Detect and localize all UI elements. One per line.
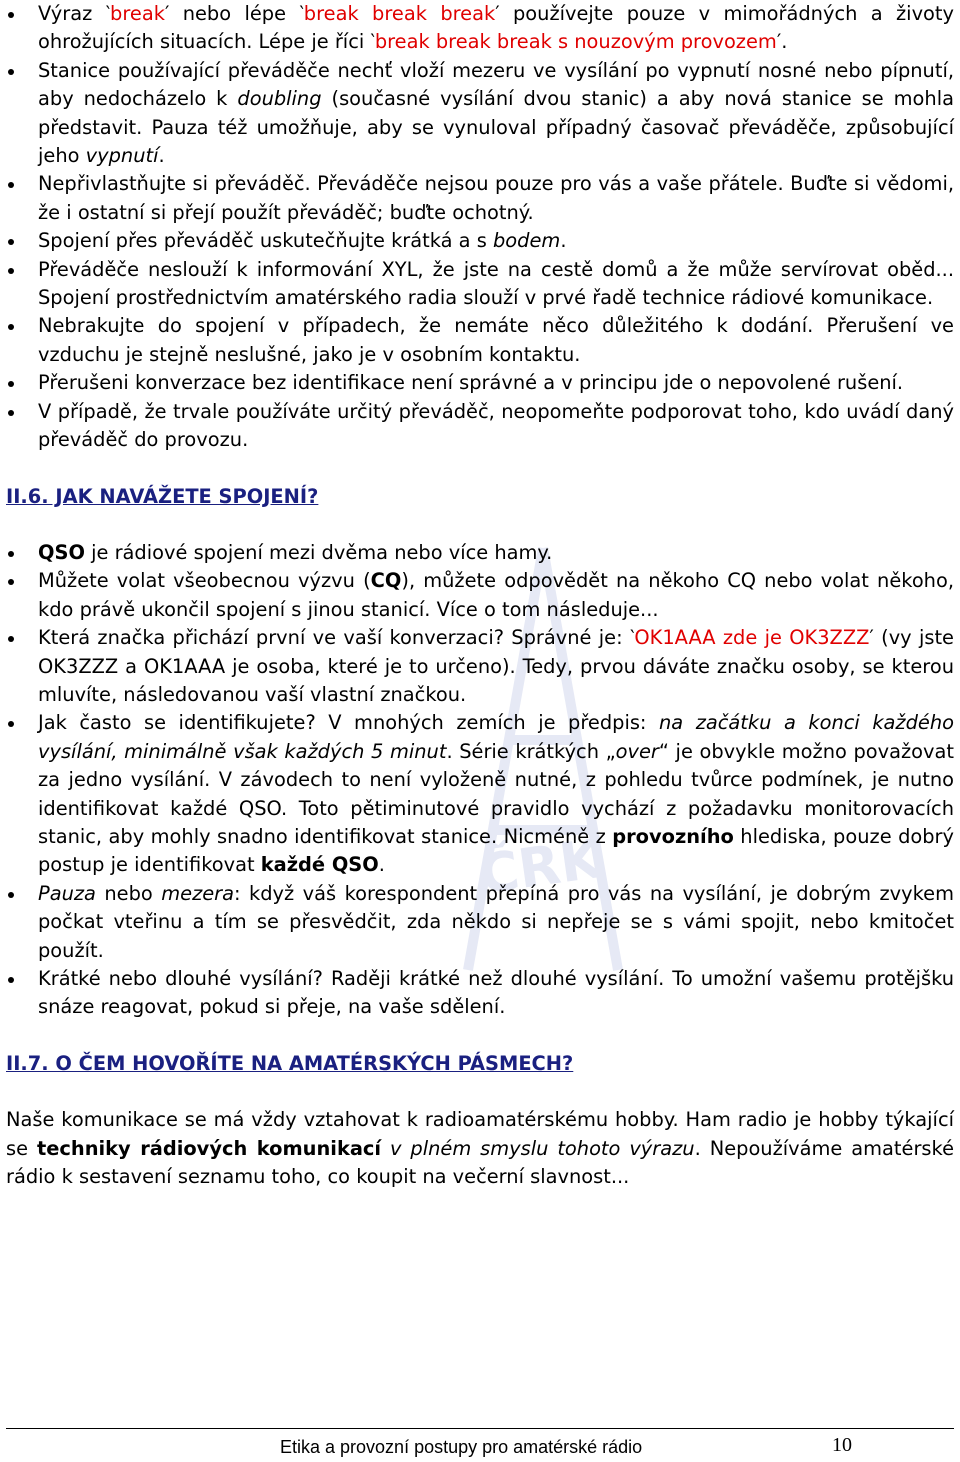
- list-item: Převáděče neslouží k informování XYL, že jste na cestě domů a že může servírovat oběd... Spojení prostřednictvím amatérského radia slouží v prvé řadě technice rádiové komunikace.: [6, 256, 954, 313]
- list-item: Stanice používající převáděče nechť vloží mezeru ve vysílání po vypnutí nosné nebo pípnutí, aby nedocházelo k doubling (současné vysílání dvou stanic) a aby nová stanice se mohla představit. Pauza též umožňuje, aby se vynuloval případný časovač převáděče, způsobující jeho vypnutí.: [6, 57, 954, 171]
- list-item: Nebrakujte do spojení v případech, že nemáte něco důležitého k dodání. Přerušení ve vzduchu je stejně neslušné, jako je v osobním kontaktu.: [6, 312, 954, 369]
- list-item: Můžete volat všeobecnou výzvu (CQ), můžete odpovědět na někoho CQ nebo volat někoho, kdo právě ukončil spojení s jinou stanicí. Více o tom následuje...: [6, 567, 954, 624]
- list-item: Výraz ‵break′ nebo lépe ‵break break break′ používejte pouze v mimořádných a životy ohrožujících situacích. Lépe je říci ‵break break break s nouzovým provozem′.: [6, 0, 954, 57]
- list-item: Krátké nebo dlouhé vysílání? Raději krátké než dlouhé vysílání. To umožní vašemu protějšku snáze reagovat, pokud si přeje, na vaše sdělení.: [6, 965, 954, 1022]
- section-heading-7: II.7. O ČEM HOVOŘÍTE NA AMATÉRSKÝCH PÁSMECH?: [6, 1051, 574, 1075]
- footer-title: Etika a provozní postupy pro amatérské rádio: [280, 1437, 643, 1457]
- qso-list: [6, 539, 954, 1022]
- svg-text:ČRK: ČRK: [475, 826, 606, 907]
- page-footer: [6, 1428, 954, 1457]
- section-heading-6: II.6. JAK NAVÁŽETE SPOJENÍ?: [6, 484, 319, 508]
- list-item: Přerušeni konverzace bez identifikace není správné a v principu jde o nepovolené rušení.: [6, 369, 954, 397]
- list-item: Která značka přichází první ve vaší konverzaci? Správné je: ‵OK1AAA zde je OK3ZZZ′ (vy jste OK3ZZZ a OK1AAA je osoba, které je to určeno). Tedy, prvou dáváte značku osoby, se kterou mluvíte, následovanou vaší vlastní značkou.: [6, 624, 954, 709]
- list-item: Jak často se identifikujete? V mnohých zemích je předpis: na začátku a konci každého vysílání, minimálně však každých 5 minut. Série krátkých „over“ je obvykle možno považovat za jedno vysílání. V závodech to není vyloženě nutné, z pohledu tvůrce podmínek, je nutno identifikovat každé QSO. Toto pětiminutové pravidlo vychází z požadavku monitorovacích stanic, aby mohly snadno identifikovat stanice. Nicméně z provozního hlediska, pouze dobrý postup je identifikovat každé QSO.: [6, 709, 954, 879]
- page-content: [6, 0, 954, 1191]
- list-item: Pauza nebo mezera: když váš korespondent přepíná pro vás na vysílání, je dobrým zvykem počkat vteřinu a tím se přesvědčit, zda někdo si nepřeje se s vámi spojit, nebo kmitočet použít.: [6, 880, 954, 965]
- list-item: QSO je rádiové spojení mezi dvěma nebo více hamy.: [6, 539, 954, 567]
- list-item: V případě, že trvale používáte určitý převáděč, neopomeňte podporovat toho, kdo uvádí daný převáděč do provozu.: [6, 398, 954, 455]
- repeater-rules-list: [6, 0, 954, 455]
- list-item: Spojení přes převáděč uskutečňujte krátká a s bodem.: [6, 227, 954, 255]
- list-item: Nepřivlastňujte si převáděč. Převáděče nejsou pouze pro vás a vaše přátele. Buďte si vědomi, že i ostatní si přejí použít převáděč; buďte ochotný.: [6, 170, 954, 227]
- section-7-paragraph: Naše komunikace se má vždy vztahovat k radioamatérskému hobby. Ham radio je hobby týkající se techniky rádiových komunikací v plném smyslu tohoto výrazu. Nepoužíváme amatérské rádio k sestavení seznamu toho, co koupit na večerní slavnost...: [6, 1108, 954, 1189]
- page-number: 10: [832, 1434, 852, 1456]
